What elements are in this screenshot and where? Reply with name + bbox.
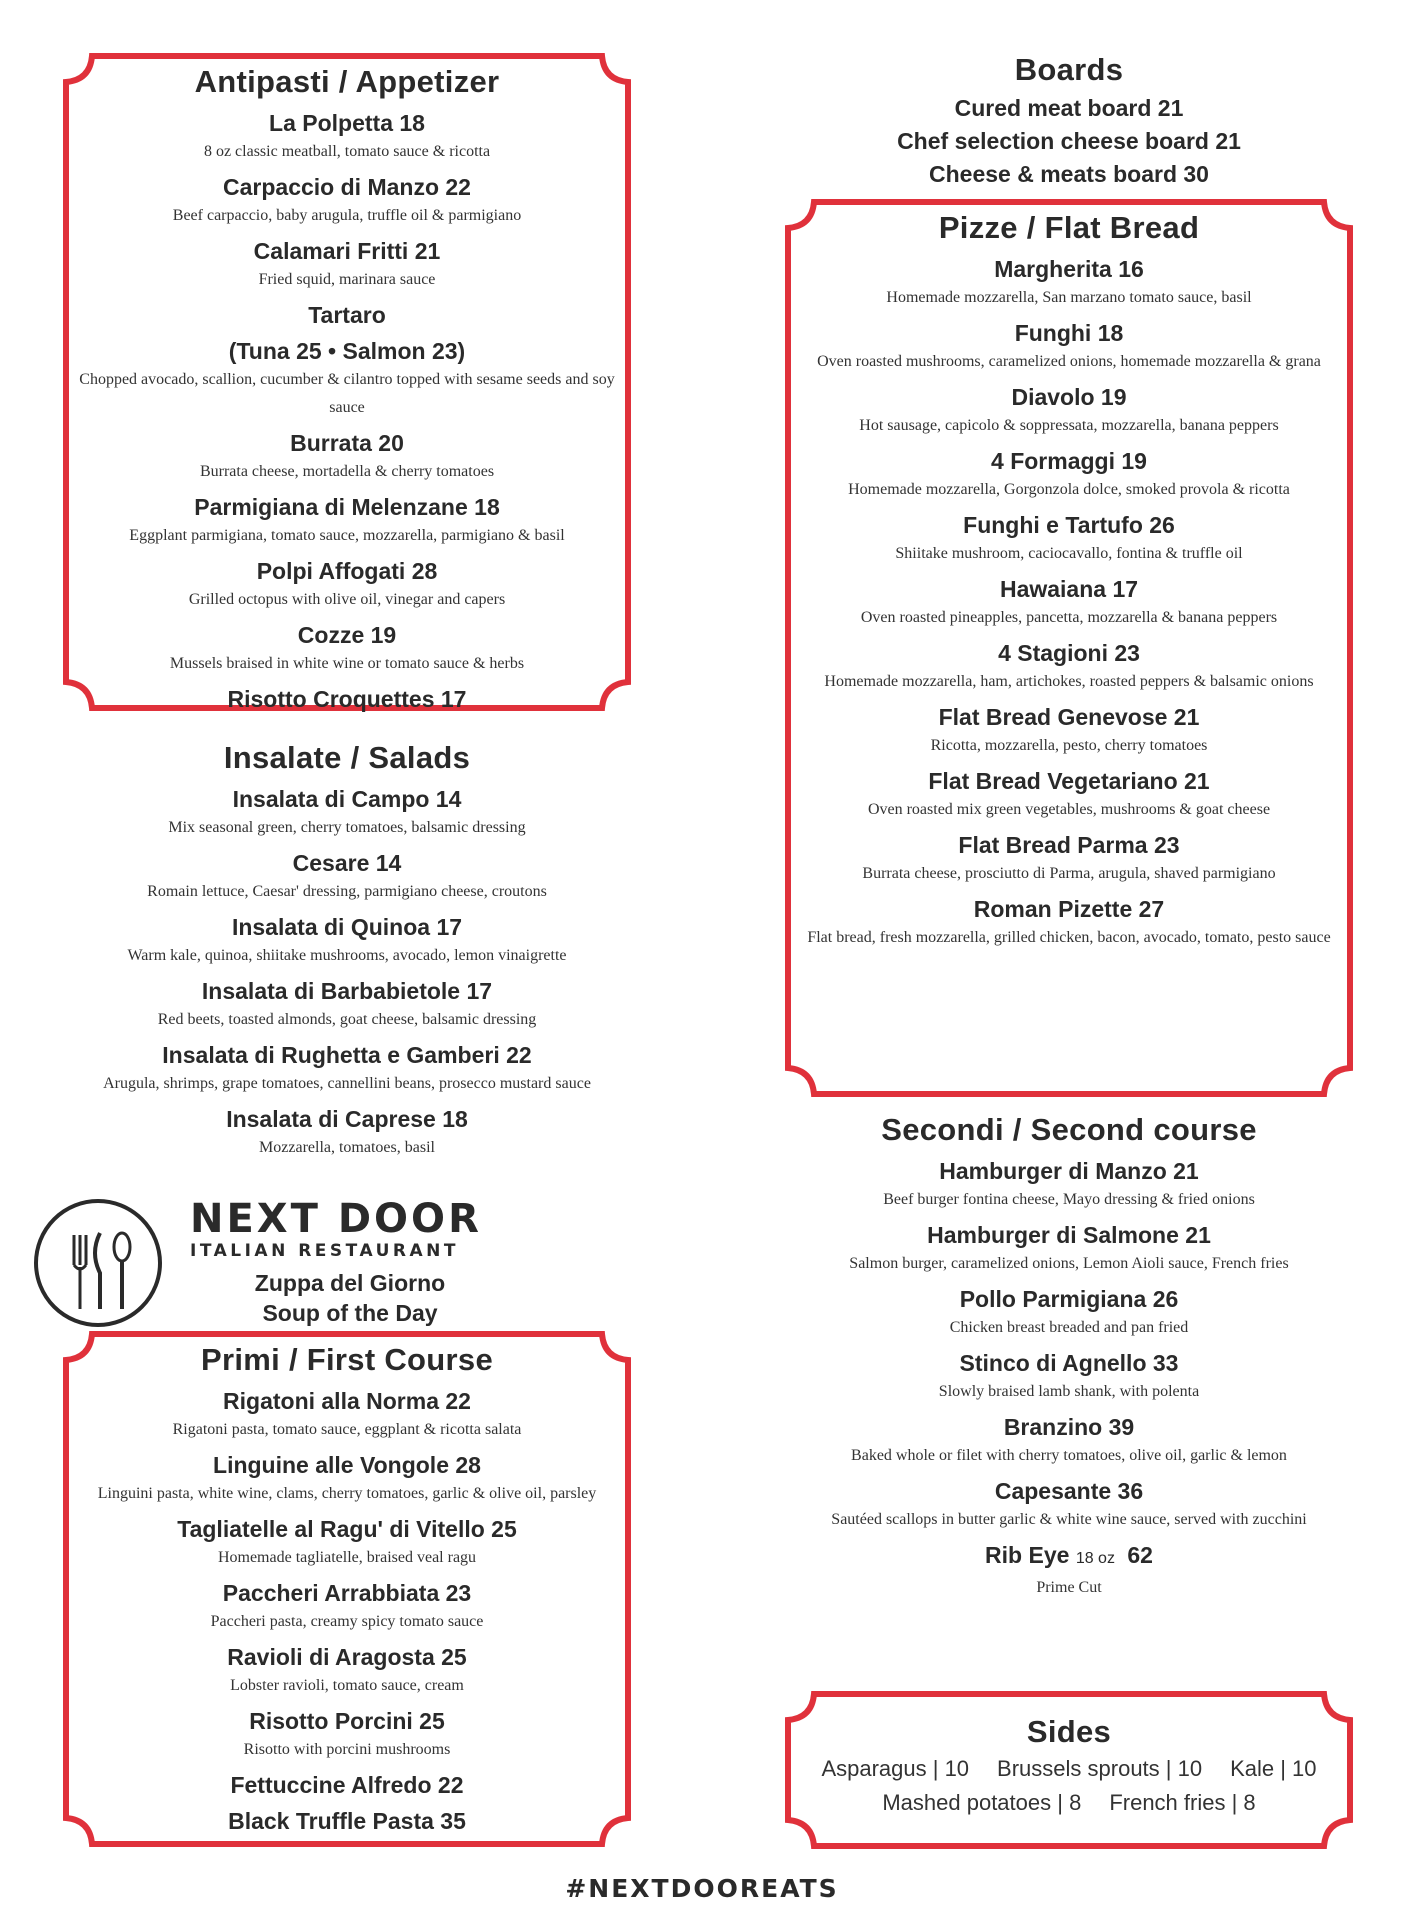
menu-item-description: Oven roasted mix green vegetables, mushrooms & goat cheese [867,801,1271,818]
menu-item-name: Insalata di Barbabietole 17 [201,978,493,1004]
menu-item-name: Roman Pizette 27 [973,896,1165,922]
boards-list [784,92,1354,191]
menu-item-description: Paccheri pasta, creamy spicy tomato sauce [210,1613,484,1630]
menu-item-name: Cozze 19 [297,622,397,648]
menu-item-description: Grilled octopus with olive oil, vinegar and capers [188,591,506,608]
ribeye-item [784,1540,1354,1574]
menu-item-description: Sautéed scallops in butter garlic & white wine sauce, served with zucchini [831,1511,1307,1528]
menu-item-name: Parmigiana di Melenzane 18 [194,494,500,520]
primi-list [62,1386,632,1836]
board-item: Chef selection cheese board 21 [897,128,1241,154]
salads-section [62,738,632,1162]
menu-item-name: Margherita 16 [994,256,1144,282]
menu-item-description: Romain lettuce, Caesar' dressing, parmigiano cheese, croutons [147,883,547,900]
menu-item-description: Homemade tagliatelle, braised veal ragu [217,1549,477,1566]
sides-line-1 [784,1752,1354,1786]
menu-item-name: Insalata di Caprese 18 [226,1106,468,1132]
secondi-title: Secondi / Second course [881,1112,1257,1147]
menu-item-description: Chopped avocado, scallion, cucumber & cilantro topped with sesame seeds and soy sauce [79,371,615,416]
menu-item-description: Shiitake mushroom, caciocavallo, fontina & truffle oil [895,545,1243,562]
menu-item-description: Flat bread, fresh mozzarella, grilled chicken, bacon, avocado, tomato, pesto sauce [807,929,1331,946]
side-item: French fries | 8 [1109,1790,1256,1815]
boards-title: Boards [1014,52,1124,87]
soup-subtitle: Soup of the Day [262,1300,438,1326]
menu-item-name: Branzino 39 [1003,1414,1135,1440]
side-item: Mashed potatoes | 8 [882,1790,1082,1815]
secondi-section [784,1110,1354,1602]
side-item: Kale | 10 [1230,1756,1317,1781]
secondi-list [784,1156,1354,1534]
menu-item-description: Mussels braised in white wine or tomato sauce & herbs [169,655,525,672]
menu-item-name: Paccheri Arrabbiata 23 [222,1580,472,1606]
menu-item-name: 4 Stagioni 23 [998,640,1140,666]
menu-item-name: Risotto Porcini 25 [249,1708,445,1734]
menu-item-description: Homemade mozzarella, ham, artichokes, roasted peppers & balsamic onions [824,673,1314,690]
menu-item-name: Flat Bread Vegetariano 21 [928,768,1210,794]
menu-item-description: Oven roasted pineapples, pancetta, mozzarella & banana peppers [860,609,1278,626]
menu-item-name: Stinco di Agnello 33 [959,1350,1179,1376]
menu-item-name: Fettuccine Alfredo 22 [230,1772,464,1798]
sides-section [784,1690,1354,1850]
ribeye-price: 62 [1127,1542,1153,1568]
salads-title: Insalate / Salads [223,740,471,775]
menu-item-description: Linguini pasta, white wine, clams, cherry tomatoes, garlic & olive oil, parsley [97,1485,597,1502]
menu-item-name: (Tuna 25 • Salmon 23) [228,338,466,364]
menu-item-description: Slowly braised lamb shank, with polenta [938,1383,1200,1400]
menu-item-name: Insalata di Campo 14 [232,786,462,812]
menu-item-description: Fried squid, marinara sauce [258,271,436,288]
menu-item-description: Hot sausage, capicolo & soppressata, mozzarella, banana peppers [859,417,1279,434]
menu-item-name: Funghi e Tartufo 26 [963,512,1175,538]
sides-title: Sides [1026,1714,1112,1749]
menu-item-description: Red beets, toasted almonds, goat cheese, balsamic dressing [157,1011,537,1028]
pizze-list [784,254,1354,952]
menu-item-description: Burrata cheese, mortadella & cherry tomatoes [199,463,495,480]
salads-list [62,784,632,1162]
menu-item-description: Mozzarella, tomatoes, basil [259,1139,435,1156]
menu-item-name: Tartaro [308,302,386,328]
ribeye-desc: Prime Cut [1036,1579,1102,1596]
menu-item-name: Carpaccio di Manzo 22 [223,174,471,200]
menu-item-name: Calamari Fritti 21 [253,238,441,264]
menu-item-description: Homemade mozzarella, Gorgonzola dolce, smoked provola & ricotta [848,481,1290,498]
pizze-section [784,198,1354,1098]
menu-item-description: Homemade mozzarella, San marzano tomato sauce, basil [886,289,1252,306]
board-item: Cured meat board 21 [954,95,1184,121]
menu-item-name: Flat Bread Parma 23 [958,832,1180,858]
menu-item-name: Hawaiana 17 [999,576,1139,602]
menu-item-description: Burrata cheese, prosciutto di Parma, arugula, shaved parmigiano [862,865,1276,882]
antipasti-list [62,108,632,714]
menu-item-name: La Polpetta 18 [269,110,425,136]
menu-item-name: Hamburger di Manzo 21 [939,1158,1199,1184]
menu-item-name: Burrata 20 [290,430,404,456]
logo-name: NEXT DOOR [190,1196,482,1242]
menu-item-name: Funghi 18 [1014,320,1124,346]
ribeye-name: Rib Eye [985,1542,1070,1568]
menu-item-name: Black Truffle Pasta 35 [228,1808,466,1834]
menu-item-name: Hamburger di Salmone 21 [927,1222,1211,1248]
menu-item-description: Chicken breast breaded and pan fried [949,1319,1189,1336]
menu-item-name: Tagliatelle al Ragu' di Vitello 25 [177,1516,517,1542]
pizze-title: Pizze / Flat Bread [938,210,1200,245]
menu-item-name: Risotto Croquettes 17 [227,686,467,712]
menu-item-name: Rigatoni alla Norma 22 [223,1388,471,1414]
menu-item-name: Insalata di Quinoa 17 [231,914,463,940]
footer-hashtag: #NEXTDOOREATS [565,1874,839,1903]
menu-item-name: Linguine alle Vongole 28 [213,1452,481,1478]
sides-line-2 [784,1786,1354,1820]
menu-item-description: Warm kale, quinoa, shiitake mushrooms, avocado, lemon vinaigrette [127,947,567,964]
primi-section [62,1330,632,1848]
menu-item-name: Flat Bread Genevose 21 [938,704,1200,730]
menu-item-description: Rigatoni pasta, tomato sauce, eggplant & ricotta salata [172,1421,522,1438]
menu-item-name: Ravioli di Aragosta 25 [227,1644,467,1670]
antipasti-section [62,52,632,712]
menu-item-description: Mix seasonal green, cherry tomatoes, balsamic dressing [168,819,526,836]
menu-item-name: 4 Formaggi 19 [991,448,1147,474]
menu-item-description: Arugula, shrimps, grape tomatoes, cannellini beans, prosecco mustard sauce [103,1075,591,1092]
menu-item-description: Beef burger fontina cheese, Mayo dressing & fried onions [883,1191,1255,1208]
menu-item-description: 8 oz classic meatball, tomato sauce & ricotta [203,143,491,160]
menu-item-description: Eggplant parmigiana, tomato sauce, mozzarella, parmigiano & basil [129,527,565,544]
menu-item-description: Oven roasted mushrooms, caramelized onions, homemade mozzarella & grana [817,353,1321,370]
menu-item-description: Beef carpaccio, baby arugula, truffle oil & parmigiano [172,207,522,224]
antipasti-title: Antipasti / Appetizer [194,64,500,99]
menu-item-name: Pollo Parmigiana 26 [959,1286,1179,1312]
menu-item-description: Salmon burger, caramelized onions, Lemon Aioli sauce, French fries [849,1255,1289,1272]
menu-item-name: Cesare 14 [292,850,402,876]
menu-item-description: Lobster ravioli, tomato sauce, cream [230,1677,464,1694]
soup-title: Zuppa del Giorno [254,1270,446,1296]
boards-section [784,50,1354,191]
board-item: Cheese & meats board 30 [929,161,1209,187]
ribeye-size: 18 oz [1075,1550,1115,1567]
primi-title: Primi / First Course [201,1342,493,1377]
menu-item-name: Insalata di Rughetta e Gamberi 22 [162,1042,532,1068]
side-item: Asparagus | 10 [821,1756,970,1781]
menu-item-name: Capesante 36 [994,1478,1144,1504]
side-item: Brussels sprouts | 10 [997,1756,1203,1781]
menu-item-description: Ricotta, mozzarella, pesto, cherry tomatoes [930,737,1208,754]
menu-item-description: Risotto with porcini mushrooms [243,1741,451,1758]
logo-subtitle: ITALIAN RESTAURANT [190,1241,459,1261]
menu-item-name: Diavolo 19 [1011,384,1127,410]
menu-item-description: Baked whole or filet with cherry tomatoes, olive oil, garlic & lemon [851,1447,1287,1464]
menu-item-name: Polpi Affogati 28 [256,558,438,584]
